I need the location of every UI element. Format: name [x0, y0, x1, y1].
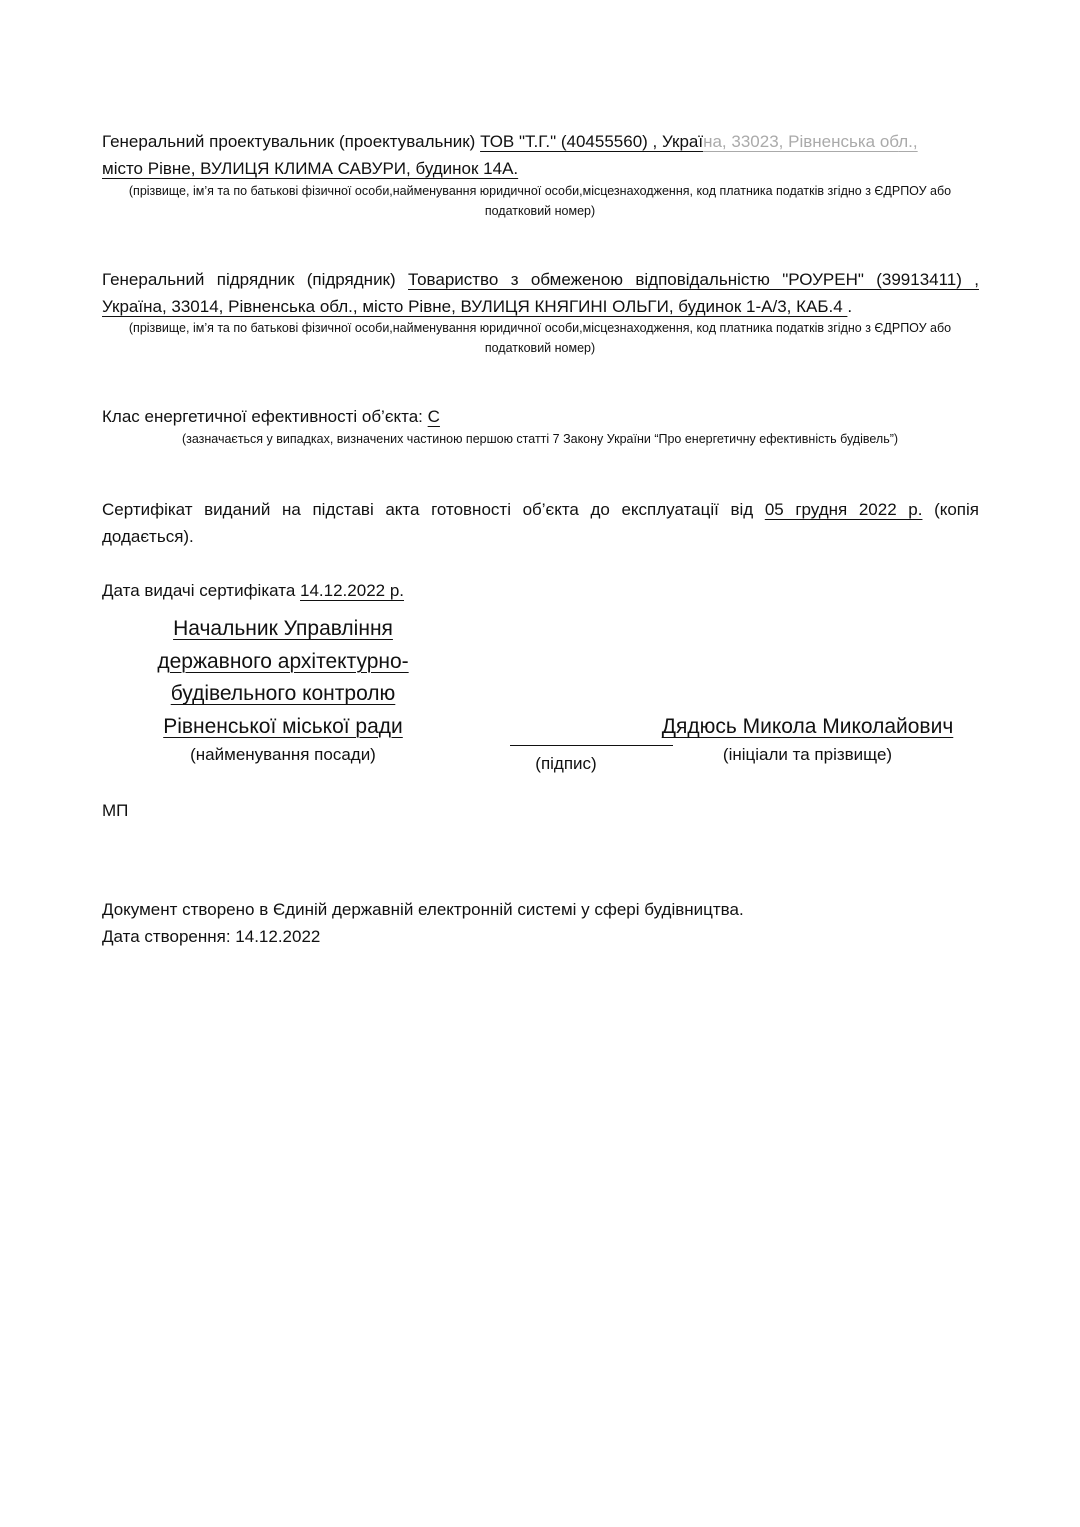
designer-value-part1: ТОВ "Т.Г." (40455560) , Украї [480, 132, 704, 151]
energy-label: Клас енергетичної ефективності об’єкта: [102, 407, 423, 426]
basis-text-before: Сертифікат виданий на підставі акта готовності об’єкта до експлуатації від [102, 500, 754, 519]
issue-line [102, 577, 404, 604]
basis-date: 05 грудня 2022 р. [764, 500, 923, 519]
position-line-1: Начальник Управління [173, 617, 393, 640]
position-line-2: державного архітектурно- [157, 649, 409, 673]
designer-value-part3: л., [898, 132, 918, 151]
issue-date: 14.12.2022 р. [300, 581, 404, 600]
footer-line-1: Документ створено в Єдиній державній електронній системі у сфері будівництва. [102, 900, 744, 919]
signature-caption: (підпис) [535, 754, 597, 773]
contractor-value-end: . [847, 297, 853, 316]
position-title [133, 613, 433, 743]
designer-value-line2: місто Рівне, ВУЛИЦЯ КЛИМА САВУРИ, будинок 14А. [102, 159, 519, 178]
contractor-value-line1: Товариство з обмеженою відповідальністю "РОУРЕН" (39913411) , [408, 270, 979, 289]
contractor-value-line2: Україна, 33014, Рівненська обл., місто Рівне, ВУЛИЦЯ КНЯГИНІ ОЛЬГИ, будинок 1-А/3, КАБ.4 [102, 297, 848, 316]
energy-note: (зазначається у випадках, визначених частиною першою статті 7 Закону України “Про енергетичну ефективність будівель”) [181, 432, 899, 446]
basis-text-after: (копія [934, 500, 979, 519]
position-caption: (найменування посади) [190, 745, 376, 764]
designer-line-1 [102, 128, 982, 155]
designer-value-faded: на, 33023, Рівненська об [703, 132, 899, 151]
energy-value: C [427, 407, 440, 426]
seal-mark: МП [102, 801, 129, 820]
issue-label: Дата видачі сертифіката [102, 581, 296, 600]
designer-line-2 [102, 155, 518, 182]
contractor-line-1 [102, 266, 979, 293]
basis-line-2: додається). [102, 527, 194, 546]
designer-note: (прізвище, ім’я та по батькові фізичної особи,найменування юридичної особи,місцезнаходження, код платника податків згідно з ЄДРПОУ або податковий номер) [128, 184, 952, 218]
signatory-name [640, 711, 975, 743]
designer-label: Генеральний проектувальник (проектувальник) [102, 132, 476, 151]
position-line-4: Рівненської міської ради [163, 714, 403, 738]
contractor-line-2 [102, 293, 852, 320]
signatory-caption: (ініціали та прізвище) [722, 745, 893, 764]
contractor-label: Генеральний підрядник (підрядник) [102, 270, 396, 289]
signatory-name-text: Дядюсь Микола Миколайович [661, 715, 954, 738]
position-line-3: будівельного контролю [170, 682, 396, 705]
energy-line [102, 403, 440, 430]
contractor-note: (прізвище, ім’я та по батькові фізичної особи,найменування юридичної особи,місцезнаходження, код платника податків згідно з ЄДРПОУ або податковий номер) [128, 321, 952, 355]
basis-line-1 [102, 496, 979, 523]
footer-line-2: Дата створення: 14.12.2022 [102, 927, 321, 946]
